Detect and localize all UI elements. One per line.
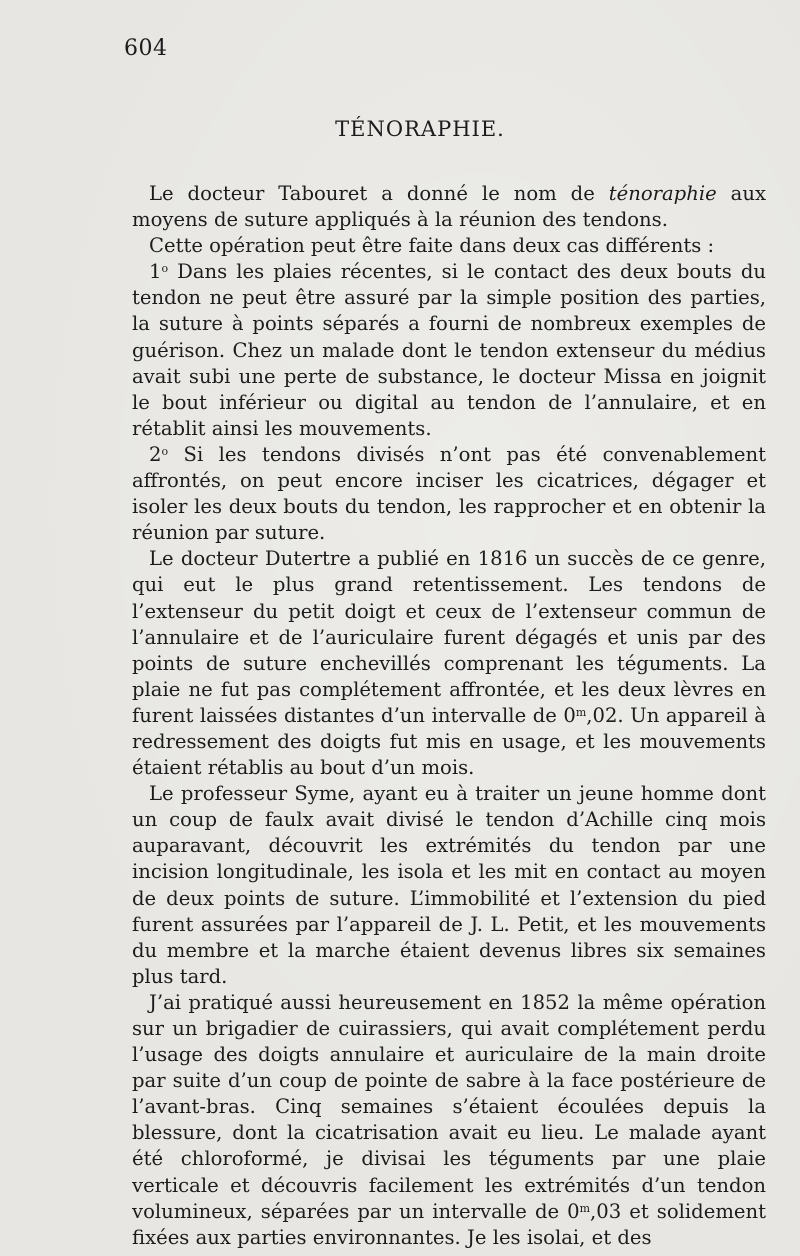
paragraph-case-1 [132,259,766,442]
paragraph-case-2 [132,442,766,546]
case-number: 2 [149,442,162,466]
paragraph-text: ,03 et solidement fixées aux parties environnantes. Je les isolai, et des [132,1199,766,1249]
emphasized-term: ténoraphie [608,182,717,205]
paragraph-text: J’ai pratiqué aussi heureusement en 1852 la même opération sur un brigadier de cuirassiers, qui avait complétement perdu l’usage des doigts annulaire et auriculaire de la main droite par suite d’un coup de pointe de sabre à la face postérieure de l’avant-bras. Cinq semaines s’étaient écoulées depuis la blessure, dont la cicatrisation avait eu lieu. Le malade ayant été chloroformé, je divisai les téguments par une plaie verticale et découvris facilement les extrémités d’un tendon volumineux, séparées par un intervalle de 0 [132,990,766,1223]
paragraph-intro [132,181,766,233]
paragraph-author-case [132,990,766,1251]
unit-mark: m [575,705,587,719]
paragraph-text: Si les tendons divisés n’ont pas été convenablement affrontés, on peut encore inciser les cicatrices, dégager et isoler les deux bouts du tendon, les rapprocher et en obtenir la réunion par suture. [132,442,766,545]
paragraph-cases [132,233,766,259]
paragraph-text: Cette opération peut être faite dans deux cas différents : [149,234,715,258]
paragraph-text: aux moyens de suture appliqués à la réunion des tendons. [132,182,766,232]
page-number: 604 [124,36,168,61]
paragraph-text: ,02. Un appareil à redressement des doigts fut mis en usage, et les mouvements étaient rétablis au bout d’un mois. [132,703,766,780]
case-number: 1 [149,260,162,284]
paragraph-text: Le professeur Syme, ayant eu à traiter un jeune homme dont un coup de faulx avait divisé le tendon d’Achille cinq mois auparavant, découvrit les extrémités du tendon par une incision longitudinale, les isola et les mit en contact au moyen de deux points de suture. L’immobilité et l’extension du pied furent assurées par l’appareil de J. L. Petit, et les mouvements du membre et la marche étaient devenus libres six semaines plus tard. [132,782,766,988]
body-text [132,181,766,1251]
paragraph-dutertre [132,546,766,781]
paragraph-text: Le docteur Tabouret a donné le nom de [149,182,609,205]
paragraph-syme [132,781,766,990]
unit-mark: m [579,1201,591,1215]
paragraph-text: Le docteur Dutertre a publié en 1816 un succès de ce genre, qui eut le plus grand retentissement. Les tendons de l’extenseur du petit doigt et ceux de l’extenseur commun de l’annulaire et de l’auriculaire furent dégagés et unis par des points de suture enchevillés comprenant les téguments. La plaie ne fut pas complétement affrontée, et les deux lèvres en furent laissées distantes d’un intervalle de 0 [132,547,766,727]
section-title: TÉNORAPHIE. [335,117,505,141]
paragraph-text: Dans les plaies récentes, si le contact des deux bouts du tendon ne peut être assuré par la simple position des parties, la suture à points séparés a fourni de nombreux exemples de guérison. Chez un malade dont le tendon extenseur du médius avait subi une perte de substance, le docteur Missa en joignit le bout inférieur ou digital au tendon de l’annulaire, et en rétablit ainsi les mouvements. [132,260,766,440]
ordinal-mark: o [161,444,169,458]
ordinal-mark: o [161,262,169,276]
